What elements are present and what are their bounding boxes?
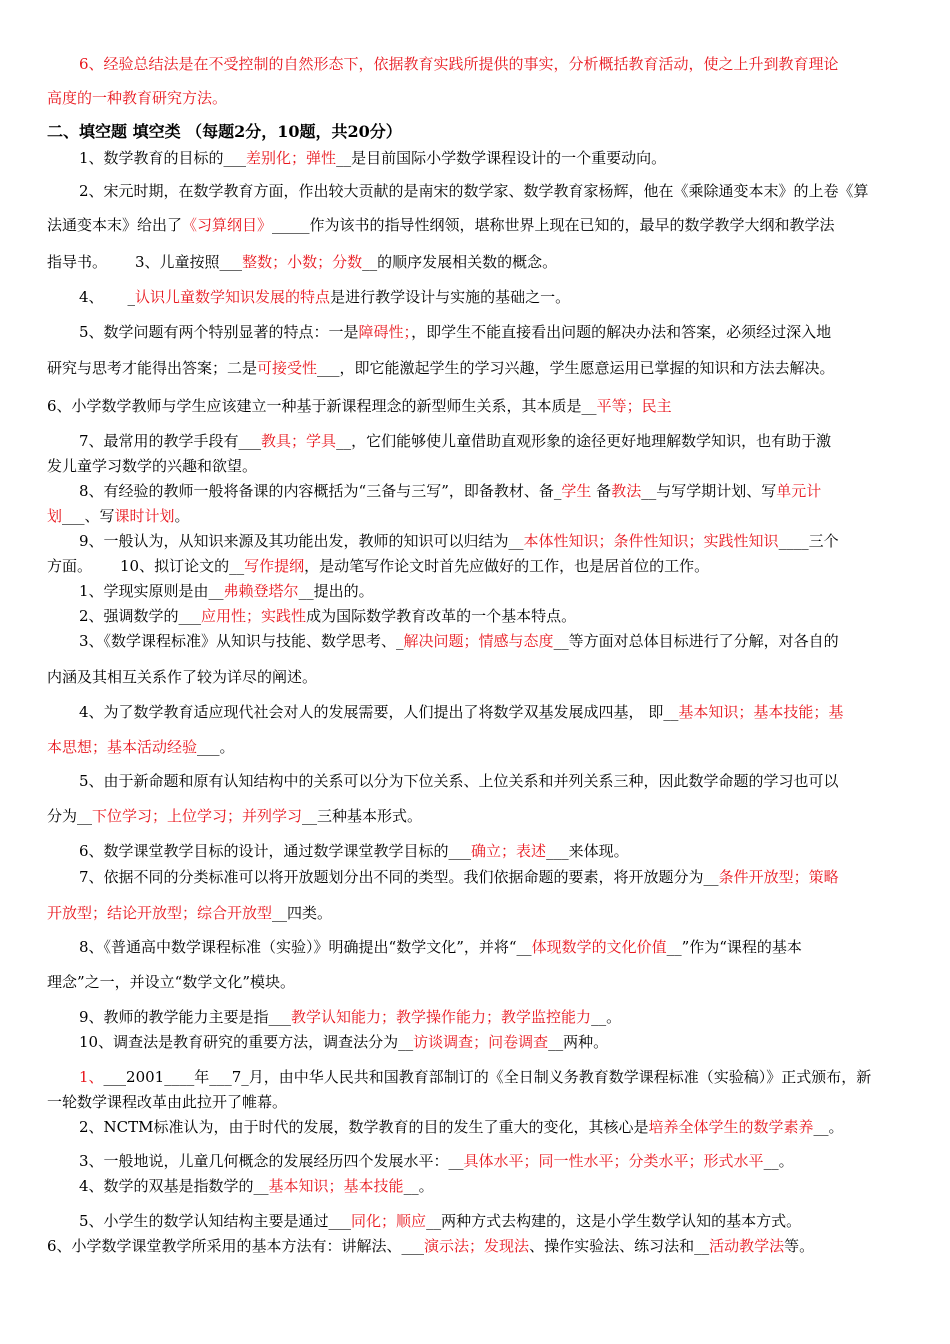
answer-text: 基本知识；基本技能 [268,1177,404,1195]
text-segment: ____三个 [778,532,839,550]
text-segment: 8、《普通高中数学课程标准（实验）》明确提出“数学文化”，并将“__ [79,938,532,956]
question-line [47,806,422,826]
text-segment: 3、《数学课程标准》从知识与技能、数学思考、_ [79,632,404,650]
question-line [79,1211,801,1231]
text-segment: 4、数学的双基是指数学的__ [79,1177,269,1195]
answer-text: 障碍性； [358,323,412,341]
text-segment: __等方面对总体目标进行了分解，对各自的 [553,632,839,650]
answer-text: 单元计 [776,482,822,500]
question-line [47,556,709,576]
text-segment: 5、由于新命题和原有认知结构中的关系可以分为下位关系、上位关系和并列关系三种，因此数学命题的学习也可以 [79,772,839,790]
text-segment: 方面。 [47,557,93,575]
text-segment: __是目前国际小学数学课程设计的一个重要动向。 [336,149,667,167]
text-segment: __的顺序发展相关数的概念。 [362,253,558,271]
answer-text: 体现数学的文化价值 [531,938,667,956]
answer-text: 访谈调查；问卷调查 [413,1033,549,1051]
question-line [79,287,570,307]
text-segment: __。 [763,1152,794,1170]
item-number: 1、 [79,1068,104,1086]
question-line [47,252,557,272]
text-segment: 成为国际数学教育改革的一个基本特点。 [306,607,577,625]
text-segment: __两种。 [548,1033,609,1051]
text-segment: 等。 [784,1237,815,1255]
question-line [47,737,235,757]
text-segment: 、操作实验法、练习法和__ [529,1237,710,1255]
text-segment: 10、调查法是教育研究的重要方法，调查法分为__ [79,1033,414,1051]
text-segment: __两种方式去构建的，这是小学生数学认知的基本方式。 [426,1212,802,1230]
text-segment: 理念”之一，并设立“数学文化”模块。 [47,973,296,991]
question-line [79,1176,434,1196]
question-line [79,481,821,501]
answer-text: 条件开放型；策略 [718,868,839,886]
answer-text: 具体水平；同一性水平；分类水平；形式水平 [463,1152,764,1170]
text-segment: __。 [813,1118,844,1136]
question-line [79,606,576,626]
question-line [47,396,672,416]
answer-text: 应用性；实践性 [201,607,307,625]
answer-text: 弗赖登塔尔 [223,582,299,600]
text-segment: ___。 [197,738,235,756]
text-segment: 1、数学教育的目标的___ [79,149,247,167]
answer-text: 本体性知识；条件性知识；实践性知识 [523,532,779,550]
question-line [47,1092,287,1112]
text-segment: 7、最常用的教学手段有___ [79,432,262,450]
answer-text: 活动教学法 [709,1237,785,1255]
text-segment: 9、一般认为，从知识来源及其功能出发，教师的知识可以归结为__ [79,532,524,550]
text-segment: __。 [403,1177,434,1195]
text-segment: __四类。 [272,904,333,922]
answer-text: 课时计划 [114,507,175,525]
text-segment: ___，即它能激起学生的学习兴趣，学生愿意运用已掌握的知识和方法去解决。 [317,359,835,377]
text-segment: 6、小学数学课堂教学所采用的基本方法有：讲解法、___ [47,1237,425,1255]
answer-text: 下位学习；上位学习；并列学习 [92,807,303,825]
question-line [79,867,839,887]
question-line [79,631,839,651]
text-segment: 6、小学数学教师与学生应该建立一种基于新课程理念的新型师生关系，其本质是__ [47,397,597,415]
answer-text: 是在不受控制的自然形态下，依据教育实践所提供的事实，分析概括教育活动，使之上升到教育理论 [178,55,839,73]
answer-text: 确立；表述 [471,842,547,860]
question-line [79,937,802,957]
answer-text: 《习算纲目》 [182,216,273,234]
text-segment: 1、学现实原则是由__ [79,582,224,600]
text-segment: 2、宋元时期，在数学教育方面，作出较大贡献的是南宋的数学家、数学教育家杨辉，他在《乘除通变本末》的上卷《算 [79,182,869,200]
question-line [79,1032,608,1052]
text-segment: _____作为该书的指导性纲领，堪称世界上现在已知的，最早的数学教学大纲和教学法 [272,216,835,234]
text-segment: ，即学生不能直接看出问题的解决办法和答案，必须经过深入地 [411,323,832,341]
question-line [79,148,666,168]
text-segment: ，是动笔写作论文时首先应做好的工作，也是居首位的工作。 [304,557,710,575]
answer-text: 解决问题；情感与态度 [403,632,554,650]
text-segment: __”作为“课程的基本 [666,938,802,956]
question-line [79,1007,621,1027]
question-line [47,358,835,378]
text-segment: 10、拟订论文的__ [120,557,245,575]
text-segment: 指导书。 [47,253,108,271]
text-segment: 2、强调数学的___ [79,607,202,625]
question-line [79,702,843,722]
text-segment: __三种基本形式。 [302,807,423,825]
question-line [79,1151,794,1171]
answer-text: 平等；民主 [596,397,672,415]
text-segment: 2、NCTM标准认为，由于时代的发展，数学教育的目的发生了重大的变化，其核心是 [79,1118,649,1136]
text-segment: 发儿童学习数学的兴趣和欲望。 [47,457,258,475]
text-segment: __提出的。 [298,582,374,600]
text-segment: _ [127,288,136,306]
text-segment: 一轮数学课程改革由此拉开了帷幕。 [47,1093,288,1111]
question-line [79,181,869,201]
question-line [47,1236,814,1256]
text-segment: __，它们能够使儿童借助直观形象的途径更好地理解数学知识，也有助于激 [336,432,832,450]
text-segment: ___、写 [62,507,115,525]
question-line [47,506,190,526]
question-line [47,903,332,923]
answer-text: 教学认知能力；教学操作能力；教学监控能力 [291,1008,592,1026]
answer-text: 培养全体学生的数学素养 [648,1118,814,1136]
text-segment: __。 [591,1008,622,1026]
text-segment: 4、 [79,288,104,306]
text-segment: 5、数学问题有两个特别显著的特点：一是 [79,323,359,341]
question-line [47,972,295,992]
answer-text: 写作提纲 [244,557,305,575]
question-line [79,531,839,551]
text-segment: 7、依据不同的分类标准可以将开放题划分出不同的类型。我们依据命题的要素，将开放题分为__ [79,868,719,886]
answer-text: 本思想；基本活动经验 [47,738,198,756]
text-segment: 6、数学课堂教学目标的设计，通过数学课堂教学目标的___ [79,842,472,860]
text-segment: __与写学期计划、写 [641,482,777,500]
text-segment: ___2001____年___7_月，由中华人民共和国教育部制订的《全日制义务教育数学课程标准（实验稿）》正式颁布，新 [103,1068,872,1086]
answer-text: 可接受性 [257,359,318,377]
answer-text: 开放型；结论开放型；综合开放型 [47,904,273,922]
question-line [79,771,839,791]
question-line [47,456,257,476]
question-line [79,1117,844,1137]
answer-text: 同化；顺应 [351,1212,427,1230]
answer-text: 教法 [611,482,642,500]
question-line [47,215,835,235]
text-segment: 8、有经验的教师一般将备课的内容概括为“三备与三写”，即备教材、备_ [79,482,562,500]
question-line [47,667,317,687]
answer-text: 学生 [561,482,592,500]
text-segment: 法通变本末》给出了 [47,216,183,234]
question-line [79,581,374,601]
answer-text: 基本知识；基本技能；基 [678,703,844,721]
text-segment: 3、儿童按照___ [135,253,243,271]
text-segment: 备 [591,482,612,500]
question-line [79,322,831,342]
text-segment: 是进行教学设计与实施的基础之一。 [330,288,571,306]
item-6-experience-summary [79,54,839,74]
question-line [79,1067,871,1087]
text-segment: ___来体现。 [546,842,629,860]
text-segment: 。 [174,507,190,525]
section-heading: 二、填空题 填空类 （每题2分，10题，共20分） [47,122,402,141]
answer-text: 认识儿童数学知识发展的特点 [135,288,331,306]
answer-text: 演示法；发现法 [424,1237,530,1255]
text-segment: 内涵及其相互关系作了较为详尽的阐述。 [47,668,318,686]
item-number: 6、经验总结法 [79,55,179,73]
question-line [79,841,629,861]
answer-text: 教具；学具 [261,432,337,450]
answer-text: 差别化；弹性 [246,149,337,167]
answer-text: 划 [47,507,63,525]
text-segment: 9、教师的教学能力主要是指___ [79,1008,292,1026]
question-line [79,431,831,451]
text-segment: 3、一般地说，儿童几何概念的发展经历四个发展水平：__ [79,1152,464,1170]
text-segment: 4、为了数学教育适应现代社会对人的发展需要，人们提出了将数学双基发展成四基， 即__ [79,703,679,721]
answer-text: 整数；小数；分数 [242,253,363,271]
text-segment: 分为__ [47,807,93,825]
text-segment: 5、小学生的数学认知结构主要是通过___ [79,1212,352,1230]
text-segment: 研究与思考才能得出答案；二是 [47,359,258,377]
answer-continuation: 高度的一种教育研究方法。 [47,89,228,107]
